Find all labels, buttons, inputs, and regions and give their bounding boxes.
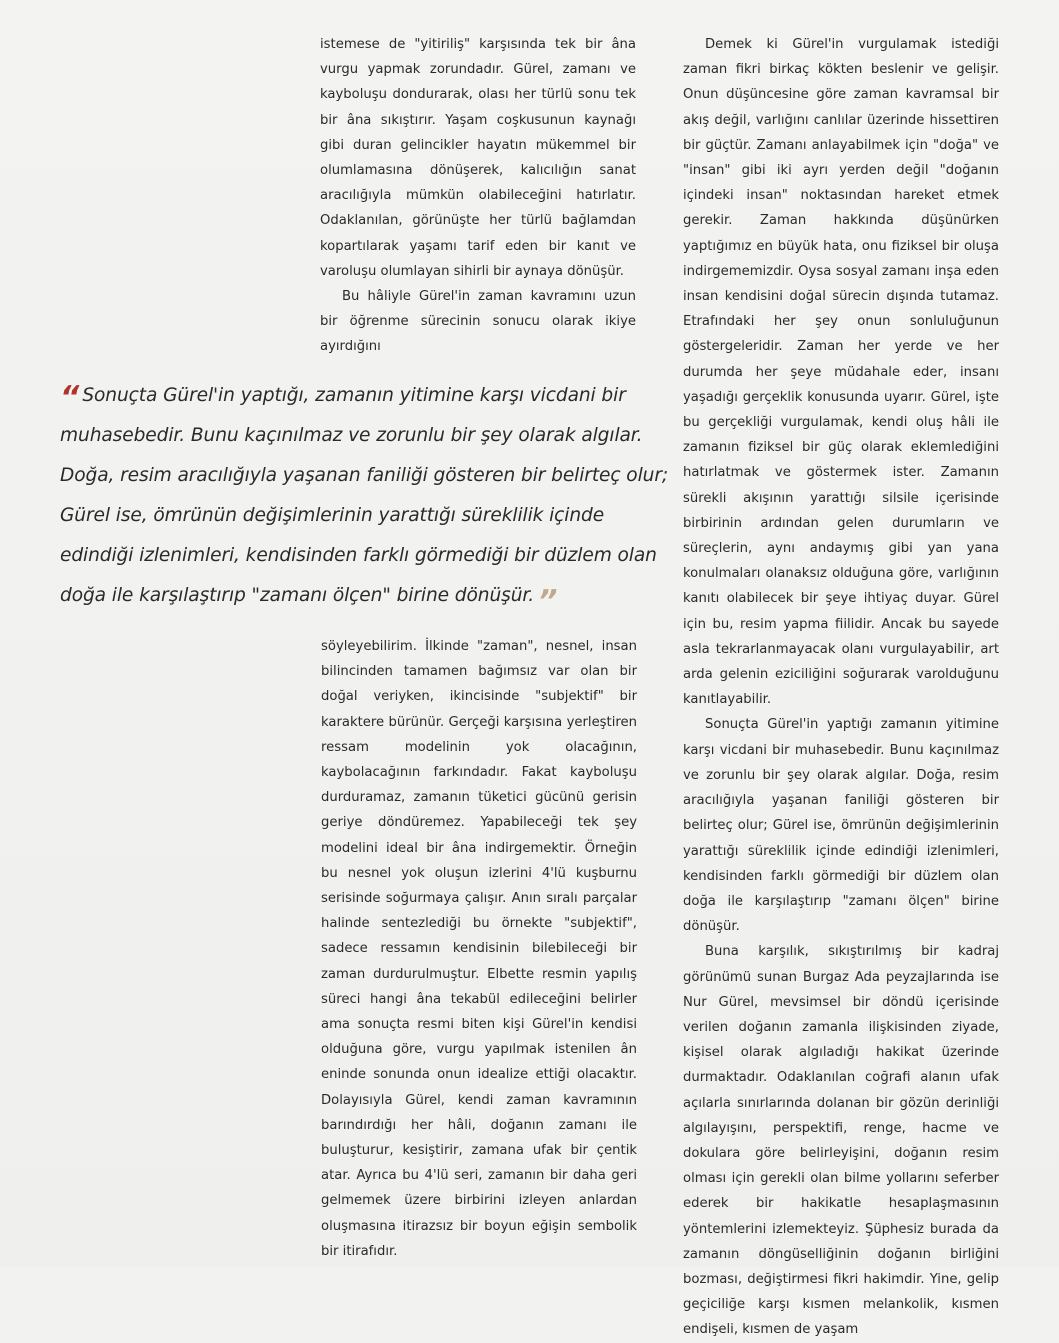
paragraph: istemese de "yitiriliş" karşısında tek bir âna vurgu yapmak zorundadır. Gürel, zamanı ve kayboluşu dondurarak, olası her türlü sonu tek bir âna sıkıştırır. Yaşam coşkusunun kaynağı gibi duran gelincikler hayatın mükemmel bir olumlamasına dönüşerek, kalıcılığın sanat aracılığıyla mümkün olabileceğini hatırlatır. Odaklanılan, görünüşte her türlü bağlamdan kopartılarak yaşamı tarif eden bir kanıt ve varoluşu olumlayan sihirli bir aynaya dönüşür.: [320, 37, 636, 279]
paragraph: söyleyebilirim. İlkinde "zaman", nesnel, insan bilincinden tamamen bağımsız var olan bir doğal veriyken, ikincisinde "subjektif" bir karaktere bürünür. Gerçeği karşısına yerleştiren ressam modelinin yok olacağının, kaybolacağının farkındadır. Fakat kayboluşu durduramaz, zamanın tüketici gücünü gerisin geriye döndüremez. Yapabileceği tek şey modelini ideal bir âna indirgemektir. Örneğin bu nesnel yok oluşun izlerini 4'lü kuşburnu serisinde soğurmaya çalışır. Anın sıralı parçalar halinde sentezlediği bu örnekte "subjektif", sadece ressamın kendisinin bilebileceği bir zaman durdurulmuştur. Elbette resmin yapılış süreci hangi âna tekabül edileceğini belirler ama sonuçta resmi biten kişi Gürel'in kendisi olduğuna göre, vurgu yapılmak istenilen ân eninde sonunda onun idealize ettiği olacaktır. Dolayısıyla Gürel, kendi zaman kavramının barındırdığı her hâli, doğanın zamanı ile buluşturur, kesiştirir, zamana ufak bir çentik atar. Ayrıca bu 4'lü seri, zamanın bir daha geri gelmemek üzere birbirini izleyen anlardan oluşmasına itirazsız bir boyun eğişin sembolik bir itirafıdır.: [321, 639, 637, 1259]
pull-quote-line: [60, 576, 650, 619]
body-column-middle-top: [320, 32, 636, 360]
paragraph: Buna karşılık, sıkıştırılmış bir kadraj görünümü sunan Burgaz Ada peyzajlarında ise Nur Gürel, mevsimsel bir döndü içerisinde verilen doğanın zamanla ilişkisinden ziyade, kişisel olarak algıladığı hakikat üzerinde durmaktadır. Odaklanılan coğrafi alanın ufak açılarla sınırlarında dolanan bir gözün derinliği algılayışını, perspektifi, renge, hacme ve dokulara göre belirleyişini, doğanın resim olması için gerekli olan bilme yollarını seferber ederek bir hakikatle hesaplaşmasının yöntemlerini izlemekteyiz. Şüphesiz burada da zamanın döngüselliğinin doğanın birliğini bozması, değiştirmesi fikri hakimdir. Yine, gelip geçiciliğe karşı kısmen melankolik, kısmen endişeli, kısmen de yaşam: [683, 944, 999, 1338]
body-column-right: [683, 32, 999, 1343]
pull-quote-line: edindiği izlenimleri, kendisinden farklı görmediği bir düzlem olan: [60, 545, 657, 566]
pull-quote-line: muhasebedir. Bunu kaçınılmaz ve zorunlu bir şey olarak algılar.: [60, 425, 643, 446]
pull-quote: [60, 376, 669, 619]
paragraph: Bu hâliyle Gürel'in zaman kavramını uzun bir öğrenme sürecinin sonucu olarak ikiye ayırdığını: [320, 289, 636, 355]
paragraph: Demek ki Gürel'in vurgulamak istediği zaman fikri birkaç kökten beslenir ve gelişir. Onun düşüncesine göre zaman kavramsal bir akış değil, varlığını canlılar üzerinde hissettiren bir güçtür. Zamanı anlayabilmek için "doğa" ve "insan" gibi iki ayrı yerden değil "doğanın içindeki insan" noktasından hareket etmek gerekir. Zaman hakkında düşünürken yaptığımız en büyük hata, onu fiziksel bir oluşa indirgememizdir. Oysa sosyal zamanı inşa eden insan kendisini doğal sürecin dışında tutamaz. Etrafındaki her şey onun sonluluğunun göstergeleridir. Zaman her yerde ve her durumda her şeye müdahale eder, insanı yaşadığı gerçeklik konusunda uyarır. Gürel, işte bu gerçekliği vurgulamak, kendi oluş hâli ile zamanın fiziksel bir güç olarak eklemlediğini hatırlatmak ve göstermek ister. Zamanın sürekli akışının yarattığı silsile içerisinde birbirinin ardından gelen durumların ve süreçlerin, aynı andaymış gibi yan yana konulmaları olanaksız olduğuna göre, varlığının kanıtı olabilecek bir şeye ihtiyaç duyar. Gürel için bu, resim yapma fiilidir. Ancak bu sayede asla tekrarlanmayacak olanı vurgulayabilir, art arda gelenin eziciliğini soğurarak varolduğunu kanıtlayabilir.: [683, 37, 999, 708]
pull-quote-text: Sonuçta Gürel'in yaptığı, zamanın yitimine karşı vicdani bir: [82, 385, 626, 406]
body-column-middle-bottom: [321, 634, 637, 1264]
close-quote-mark: ”: [538, 584, 555, 619]
paragraph: Sonuçta Gürel'in yaptığı zamanın yitimine karşı vicdani bir muhasebedir. Bunu kaçınılmaz ve zorunlu bir şey olarak algılar. Doğa, resim aracılığıyla yaşanan faniliği gösteren bir belirteç olur; Gürel ise, ömrünün değişimlerinin yarattığı süreklilik içinde edindiği izlenimleri, kendisinden farklı görmediği bir düzlem olan doğa ile karşılaştırıp "zamanı ölçen" birine dönüşür.: [683, 717, 999, 935]
pull-quote-line: [60, 376, 650, 416]
pull-quote-line: Gürel ise, ömrünün değişimlerinin yarattığı süreklilik içinde: [60, 505, 605, 526]
open-quote-mark: “: [60, 380, 77, 415]
pull-quote-text: doğa ile karşılaştırıp "zamanı ölçen" birine dönüşür.: [60, 585, 535, 606]
pull-quote-line: Doğa, resim aracılığıyla yaşanan faniliği gösteren bir belirteç olur;: [60, 465, 669, 486]
